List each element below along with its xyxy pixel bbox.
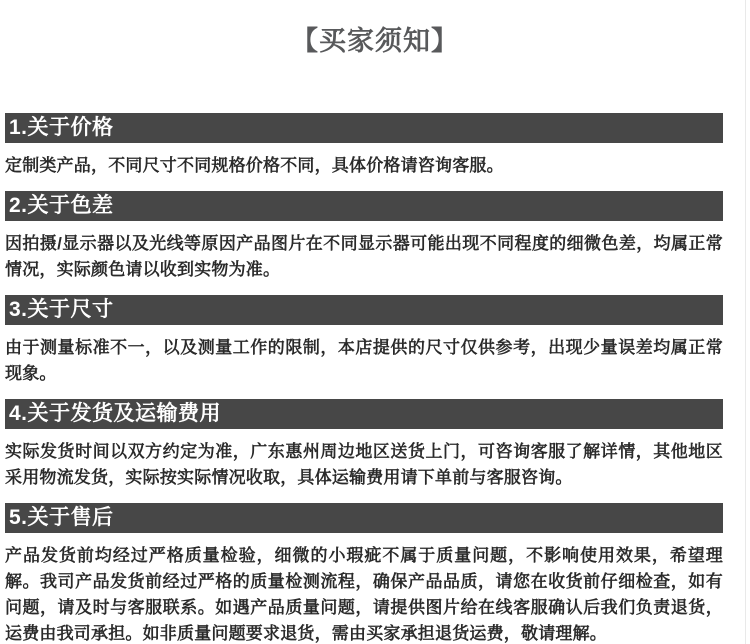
section-shipping-fees-heading-bar: 4.关于发货及运输费用	[5, 399, 723, 429]
section-color-difference	[5, 191, 723, 283]
section-shipping-fees-body: 实际发货时间以双方约定为准，广东惠州周边地区送货上门，可咨询客服了解详情，其他地区采用物流发货，实际按实际情况收取，具体运输费用请下单前与客服咨询。	[5, 442, 723, 487]
section-price-heading-bar: 1.关于价格	[5, 113, 723, 143]
notice-sections	[5, 113, 723, 644]
section-price	[5, 113, 723, 179]
section-after-sales	[5, 503, 723, 644]
section-color-difference-heading-bar: 2.关于色差	[5, 191, 723, 221]
right-edge-divider	[745, 0, 746, 644]
section-dimensions-body: 由于测量标准不一，以及测量工作的限制，本店提供的尺寸仅供参考，出现少量误差均属正常现象。	[5, 338, 723, 383]
page-title: 【买家须知】	[291, 26, 459, 56]
section-dimensions-heading-bar: 3.关于尺寸	[5, 295, 723, 325]
section-price-body: 定制类产品，不同尺寸不同规格价格不同，具体价格请咨询客服。	[5, 156, 504, 175]
section-dimensions	[5, 295, 723, 387]
section-after-sales-heading-bar: 5.关于售后	[5, 503, 723, 533]
section-shipping-fees	[5, 399, 723, 491]
section-after-sales-body: 产品发货前均经过严格质量检验，细微的小瑕疵不属于质量问题，不影响使用效果，希望理解。我司产品发货前经过严格的质量检测流程，确保产品品质，请您在收货前仔细检查，如有问题，请及时与客服联系。如遇产品质量问题，请提供图片给在线客服确认后我们负责退货，运费由我司承担。如非质量问题要求退货，需由买家承担退货运费，敬请理解。	[5, 546, 723, 643]
section-color-difference-body: 因拍摄/显示器以及光线等原因产品图片在不同显示器可能出现不同程度的细微色差，均属正常情况，实际颜色请以收到实物为准。	[5, 234, 723, 279]
